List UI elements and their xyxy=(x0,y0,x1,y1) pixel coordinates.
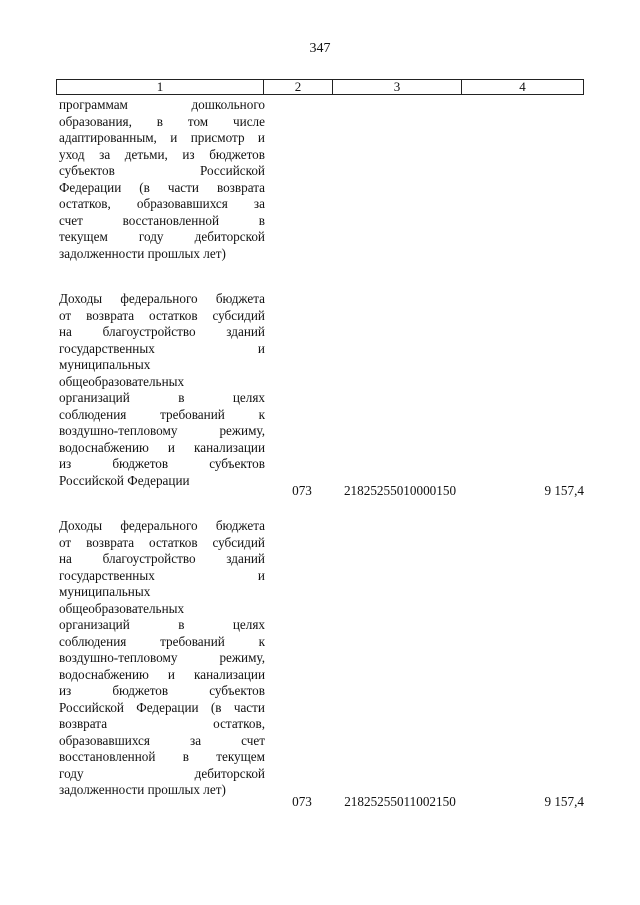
description-line: муниципальных xyxy=(59,584,151,599)
description-line: водоснабжению и канализации xyxy=(59,439,265,455)
description-line: Доходы федерального бюджета xyxy=(59,291,265,306)
description-line: водоснабжению и канализации xyxy=(59,666,265,682)
header-col-4: 4 xyxy=(519,79,526,94)
description-line: общеобразовательных xyxy=(59,373,185,389)
description-line: программам дошкольного xyxy=(59,97,265,112)
description-line: восстановленной в текущем xyxy=(59,749,265,764)
description-line: воздушно-тепловому режиму, xyxy=(59,423,265,438)
description-line: уход за детьми, из бюджетов xyxy=(59,146,265,162)
description-line: образовавшихся за счет xyxy=(59,732,265,748)
row-code: 073 xyxy=(292,794,312,809)
row-description xyxy=(59,518,265,799)
description-line: муниципальных xyxy=(59,357,151,372)
description-line: остатков, образовавшихся за xyxy=(59,196,265,211)
description-line: счет восстановленной в xyxy=(59,212,265,228)
row-budget-classification-code: 21825255010000150 xyxy=(343,483,457,498)
description-line: текущем году дебиторской xyxy=(59,229,265,244)
description-line: субъектов Российской xyxy=(59,163,265,178)
description-line: от возврата остатков субсидий xyxy=(59,307,265,323)
description-line: на благоустройство зданий xyxy=(59,551,265,566)
description-line: соблюдения требований к xyxy=(59,633,265,649)
row-amount: 9 157,4 xyxy=(544,483,584,498)
description-line: Российской Федерации xyxy=(59,472,190,488)
description-line: от возврата остатков субсидий xyxy=(59,534,265,550)
page-number: 347 xyxy=(309,41,331,56)
row-description xyxy=(59,291,265,489)
header-col-1: 1 xyxy=(57,80,264,94)
row-code: 073 xyxy=(292,483,312,498)
description-line: на благоустройство зданий xyxy=(59,324,265,339)
description-line: возврата остатков, xyxy=(59,716,265,731)
description-line: году дебиторской xyxy=(59,765,265,781)
description-line: организаций в целях xyxy=(59,390,265,405)
description-line: Федерации (в части возврата xyxy=(59,179,265,195)
description-line: задолженности прошлых лет) xyxy=(59,782,226,797)
description-line: адаптированным, и присмотр и xyxy=(59,130,265,145)
description-line: воздушно-тепловому режиму, xyxy=(59,650,265,665)
description-line: государственных и xyxy=(59,340,265,356)
row-amount: 9 157,4 xyxy=(544,794,584,809)
description-line: из бюджетов субъектов xyxy=(59,683,265,698)
description-line: задолженности прошлых лет) xyxy=(59,245,226,261)
header-col-3: 3 xyxy=(333,80,462,94)
table-header-row xyxy=(56,79,584,95)
row-description xyxy=(59,97,265,262)
description-line: образования, в том числе xyxy=(59,113,265,129)
header-col-2: 2 xyxy=(264,80,333,94)
description-line: государственных и xyxy=(59,567,265,583)
description-line: соблюдения требований к xyxy=(59,406,265,422)
description-line: из бюджетов субъектов xyxy=(59,456,265,471)
description-line: общеобразовательных xyxy=(59,600,185,616)
description-line: Доходы федерального бюджета xyxy=(59,518,265,533)
row-budget-classification-code: 21825255011002150 xyxy=(344,794,456,809)
description-line: организаций в целях xyxy=(59,617,265,632)
description-line: Российской Федерации (в части xyxy=(59,699,265,715)
